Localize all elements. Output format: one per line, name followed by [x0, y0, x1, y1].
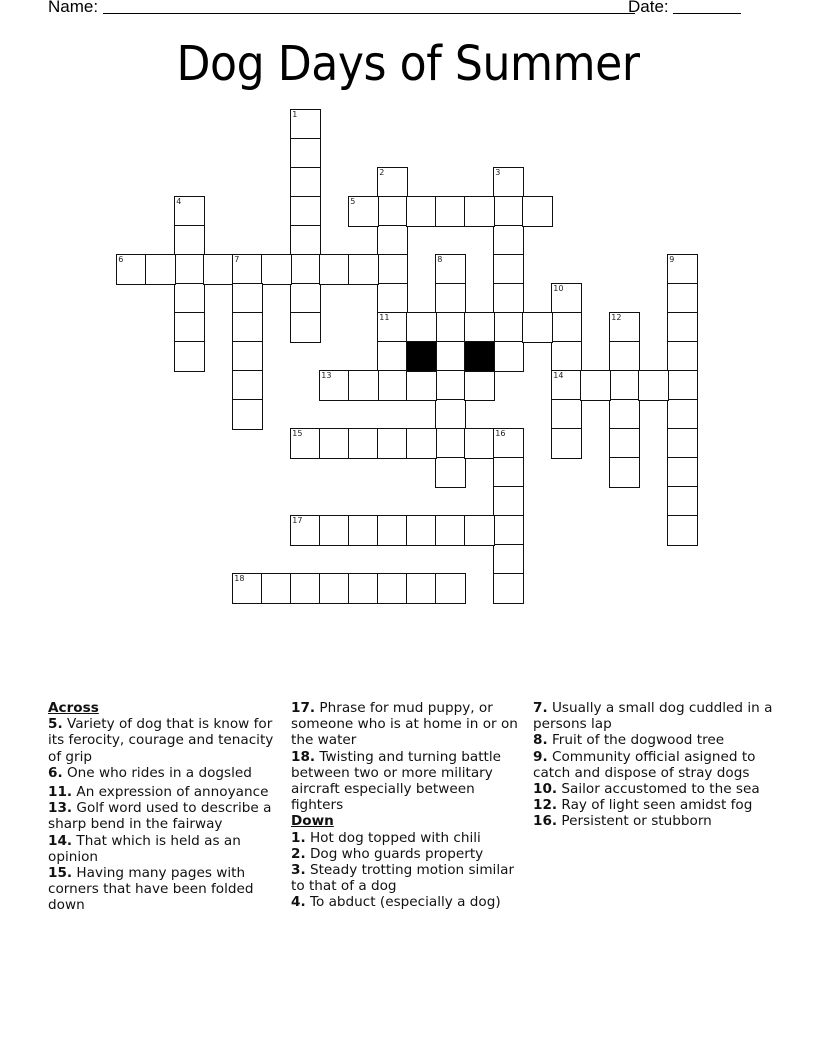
cell-number: 14 [553, 371, 564, 381]
grid-cell[interactable] [435, 399, 466, 430]
grid-cell[interactable] [464, 428, 495, 459]
cell-number: 11 [379, 313, 390, 323]
grid-cell[interactable] [348, 428, 379, 459]
clue-text: Having many pages with corners that have been folded down [48, 865, 254, 914]
grid-cell[interactable] [435, 254, 466, 285]
clue-down-3 [291, 862, 523, 894]
cell-number: 9 [669, 255, 675, 265]
clue-number: 5. [48, 716, 63, 733]
grid-cell[interactable] [290, 573, 321, 604]
clue-text: To abduct (especially a dog) [309, 894, 501, 911]
grid-cell[interactable] [261, 573, 292, 604]
grid-cell[interactable] [377, 254, 408, 285]
clue-number: 12. [533, 797, 558, 814]
grid-cell[interactable] [551, 312, 582, 343]
grid-cell[interactable] [667, 254, 698, 285]
grid-cell[interactable] [580, 370, 611, 401]
grid-cell[interactable] [435, 515, 466, 546]
clue-text: Fruit of the dogwood tree [551, 732, 725, 749]
grid-cell[interactable] [464, 515, 495, 546]
clue-down-2 [291, 846, 523, 862]
grid-cell[interactable] [145, 254, 176, 285]
grid-cell[interactable] [493, 515, 524, 546]
clue-across-5 [48, 716, 280, 765]
clue-number: 1. [291, 829, 306, 846]
clue-number: 18. [291, 748, 316, 765]
grid-cell[interactable] [377, 312, 408, 343]
grid-cell[interactable] [435, 341, 466, 372]
grid-cell[interactable] [406, 515, 437, 546]
grid-cell[interactable] [261, 254, 292, 285]
clue-text: Community official asigned to catch and dispose of stray dogs [533, 748, 756, 781]
grid-cell[interactable] [435, 370, 466, 401]
cell-number: 2 [379, 168, 385, 178]
clue-down-16 [533, 813, 773, 829]
grid-cell[interactable] [377, 167, 408, 198]
grid-cell[interactable] [174, 312, 205, 343]
clue-text: An expression of annoyance [76, 784, 269, 801]
clue-text: Ray of light seen amidst fog [561, 797, 753, 814]
clue-text: Twisting and turning battle between two or more military aircraft especially between fighters [291, 748, 502, 814]
grid-cell[interactable] [174, 225, 205, 256]
clue-text: Sailor accustomed to the sea [561, 781, 760, 798]
grid-cell[interactable] [667, 457, 698, 488]
clue-across-11 [48, 784, 280, 800]
grid-cell[interactable] [406, 573, 437, 604]
grid-cell[interactable] [551, 283, 582, 314]
grid-cell[interactable] [348, 573, 379, 604]
grid-cell[interactable] [493, 254, 524, 285]
date-field[interactable] [673, 0, 741, 14]
cell-number: 13 [321, 371, 332, 381]
grid-cell[interactable] [522, 312, 553, 343]
clue-number: 16. [533, 813, 558, 830]
clue-text: Golf word used to describe a sharp bend in the fairway [48, 800, 272, 833]
grid-cell[interactable] [493, 341, 524, 372]
grid-cell[interactable] [290, 109, 321, 140]
grid-cell[interactable] [319, 370, 350, 401]
grid-cell[interactable] [435, 428, 466, 459]
grid-cell[interactable] [435, 457, 466, 488]
clue-text: That which is held as an opinion [48, 832, 241, 865]
grid-cell[interactable] [348, 370, 379, 401]
page-title: Dog Days of Summer [176, 36, 640, 92]
cell-number: 3 [495, 168, 501, 178]
grid-cell[interactable] [435, 283, 466, 314]
grid-cell[interactable] [377, 196, 408, 227]
grid-cell[interactable] [493, 573, 524, 604]
grid-cell[interactable] [464, 370, 495, 401]
grid-cell[interactable] [232, 399, 263, 430]
grid-cell[interactable] [232, 283, 263, 314]
crossword-grid [117, 110, 697, 603]
clue-text: Dog who guards property [309, 845, 484, 862]
down-heading: Down [291, 813, 334, 830]
grid-cell[interactable] [522, 196, 553, 227]
cell-number: 5 [350, 197, 356, 207]
grid-cell[interactable] [232, 254, 263, 285]
name-field[interactable] [103, 0, 635, 14]
grid-cell[interactable] [377, 225, 408, 256]
grid-cell[interactable] [232, 312, 263, 343]
grid-cell[interactable] [290, 196, 321, 227]
clue-across-13 [48, 800, 280, 832]
clue-text: Persistent or stubborn [561, 813, 712, 830]
grid-cell[interactable] [406, 370, 437, 401]
grid-cell[interactable] [203, 254, 234, 285]
clue-number: 14. [48, 832, 73, 849]
grid-cell[interactable] [174, 341, 205, 372]
clue-across-6 [48, 765, 280, 781]
date-label: Date: [628, 0, 669, 16]
grid-cell[interactable] [406, 196, 437, 227]
clue-down-12 [533, 797, 773, 813]
grid-cell[interactable] [667, 515, 698, 546]
clue-number: 2. [291, 845, 306, 862]
grid-cell[interactable] [290, 515, 321, 546]
grid-cell[interactable] [290, 254, 321, 285]
grid-cell[interactable] [290, 428, 321, 459]
grid-cell[interactable] [377, 428, 408, 459]
clue-number: 17. [291, 700, 316, 716]
cell-number: 7 [234, 255, 240, 265]
clue-down-4 [291, 894, 523, 910]
grid-cell[interactable] [116, 254, 147, 285]
grid-cell[interactable] [493, 544, 524, 575]
clues-column-3 [533, 700, 773, 830]
clue-number: 7. [533, 700, 548, 716]
grid-cell[interactable] [348, 196, 379, 227]
cell-number: 12 [611, 313, 622, 323]
grid-cell[interactable] [493, 225, 524, 256]
clue-number: 3. [291, 862, 306, 879]
black-cell [406, 341, 437, 372]
grid-cell[interactable] [464, 312, 495, 343]
cell-number: 16 [495, 429, 506, 439]
grid-cell[interactable] [377, 515, 408, 546]
clue-number: 13. [48, 800, 73, 817]
clue-across-14 [48, 833, 280, 865]
clue-text: One who rides in a dogsled [66, 764, 252, 781]
clue-number: 6. [48, 764, 63, 781]
grid-cell[interactable] [609, 428, 640, 459]
grid-cell[interactable] [667, 486, 698, 517]
grid-cell[interactable] [232, 341, 263, 372]
grid-cell[interactable] [319, 428, 350, 459]
clue-down-7 [533, 700, 773, 732]
grid-cell[interactable] [493, 167, 524, 198]
clue-number: 9. [533, 748, 548, 765]
clue-down-8 [533, 732, 773, 748]
grid-cell[interactable] [232, 370, 263, 401]
clues-column-2 [291, 700, 523, 911]
grid-cell[interactable] [290, 167, 321, 198]
grid-cell[interactable] [667, 399, 698, 430]
clue-text: Phrase for mud puppy, or someone who is at home in or on the water [291, 700, 518, 749]
grid-cell[interactable] [290, 225, 321, 256]
grid-cell[interactable] [377, 341, 408, 372]
clue-text: Steady trotting motion similar to that of a dog [291, 862, 515, 895]
grid-cell[interactable] [290, 283, 321, 314]
clue-text: Hot dog topped with chili [309, 829, 481, 846]
clue-across-15 [48, 865, 280, 914]
grid-cell[interactable] [406, 312, 437, 343]
grid-cell[interactable] [493, 196, 524, 227]
name-label: Name: [48, 0, 99, 16]
grid-cell[interactable] [493, 457, 524, 488]
grid-cell[interactable] [638, 370, 669, 401]
grid-cell[interactable] [174, 283, 205, 314]
cell-number: 17 [292, 516, 303, 526]
clue-number: 8. [533, 732, 548, 749]
clue-across-17 [291, 700, 523, 749]
grid-cell[interactable] [435, 196, 466, 227]
grid-cell[interactable] [290, 138, 321, 169]
cell-number: 8 [437, 255, 443, 265]
clue-number: 4. [291, 894, 306, 911]
grid-cell[interactable] [667, 283, 698, 314]
clue-number: 11. [48, 784, 73, 801]
clue-down-10 [533, 781, 773, 797]
across-heading: Across [48, 700, 99, 716]
clue-across-18 [291, 749, 523, 814]
grid-cell[interactable] [667, 428, 698, 459]
grid-cell[interactable] [551, 370, 582, 401]
grid-cell[interactable] [174, 254, 205, 285]
grid-cell[interactable] [609, 457, 640, 488]
cell-number: 15 [292, 429, 303, 439]
grid-cell[interactable] [551, 428, 582, 459]
clue-text: Usually a small dog cuddled in a persons lap [533, 700, 773, 733]
clue-down-9 [533, 749, 773, 781]
grid-cell[interactable] [232, 573, 263, 604]
grid-cell[interactable] [493, 283, 524, 314]
grid-cell[interactable] [464, 196, 495, 227]
grid-cell[interactable] [609, 312, 640, 343]
grid-cell[interactable] [493, 312, 524, 343]
grid-cell[interactable] [667, 341, 698, 372]
grid-cell[interactable] [551, 341, 582, 372]
grid-cell[interactable] [493, 428, 524, 459]
clue-down-1 [291, 830, 523, 846]
grid-cell[interactable] [174, 196, 205, 227]
grid-cell[interactable] [435, 573, 466, 604]
grid-cell[interactable] [667, 312, 698, 343]
grid-cell[interactable] [609, 370, 640, 401]
grid-cell[interactable] [319, 254, 350, 285]
grid-cell[interactable] [377, 573, 408, 604]
grid-cell[interactable] [609, 341, 640, 372]
clue-number: 15. [48, 865, 73, 882]
grid-cell[interactable] [493, 486, 524, 517]
black-cell [464, 341, 495, 372]
grid-cell[interactable] [319, 573, 350, 604]
grid-cell[interactable] [435, 312, 466, 343]
grid-cell[interactable] [319, 515, 350, 546]
grid-cell[interactable] [348, 254, 379, 285]
grid-cell[interactable] [406, 428, 437, 459]
clues-column-1 [48, 700, 280, 914]
cell-number: 1 [292, 110, 298, 120]
cell-number: 6 [118, 255, 124, 265]
grid-cell[interactable] [667, 370, 698, 401]
cell-number: 18 [234, 574, 245, 584]
clue-number: 10. [533, 781, 558, 798]
clue-text: Variety of dog that is know for its ferocity, courage and tenacity of grip [48, 716, 274, 765]
grid-cell[interactable] [551, 399, 582, 430]
grid-cell[interactable] [377, 283, 408, 314]
cell-number: 4 [176, 197, 182, 207]
grid-cell[interactable] [609, 399, 640, 430]
grid-cell[interactable] [377, 370, 408, 401]
grid-cell[interactable] [348, 515, 379, 546]
cell-number: 10 [553, 284, 564, 294]
grid-cell[interactable] [290, 312, 321, 343]
